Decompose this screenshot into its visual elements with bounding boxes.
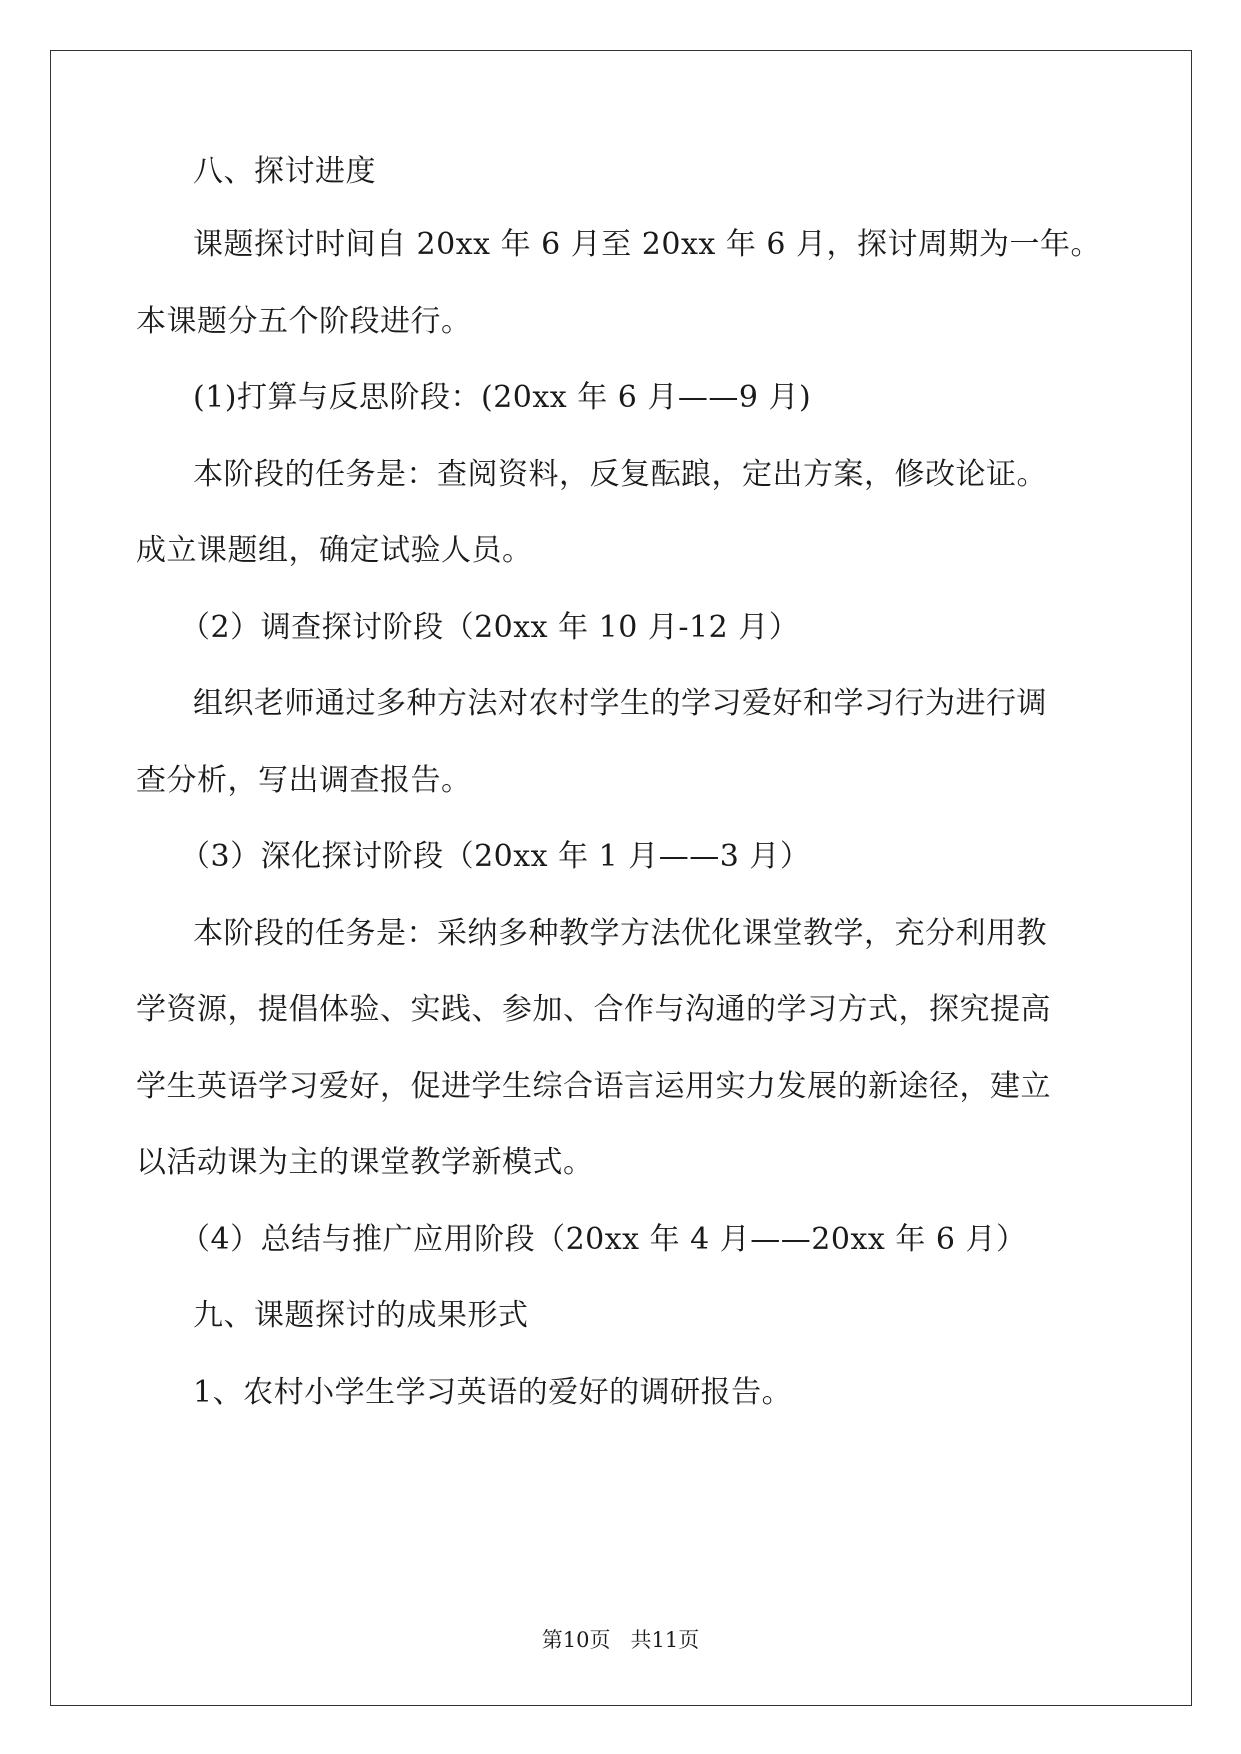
list-item: 1、农村小学生学习英语的爱好的调研报告。 — [193, 1375, 793, 1410]
paragraph-line: 查分析，写出调查报告。 — [136, 763, 472, 798]
paragraph-line: 本阶段的任务是：查阅资料，反复酝踉，定出方案，修改论证。 — [193, 457, 1047, 492]
page-border — [50, 50, 1192, 1706]
page-footer — [0, 1627, 1241, 1653]
paragraph-line: 成立课题组，确定试验人员。 — [136, 533, 533, 568]
paragraph-line: 本课题分五个阶段进行。 — [136, 304, 472, 339]
stage-heading-2: （2）调查探讨阶段（20xx 年 10 月-12 月） — [180, 610, 800, 645]
stage-heading-3: （3）深化探讨阶段（20xx 年 1 月——3 月） — [180, 839, 811, 874]
page-number: 第10页 — [541, 1628, 611, 1652]
stage-heading-1: (1)打算与反思阶段：(20xx 年 6 月——9 月) — [193, 380, 812, 415]
paragraph-line: 以活动课为主的课堂教学新模式。 — [136, 1145, 594, 1180]
paragraph-line: 学生英语学习爱好，促进学生综合语言运用实力发展的新途径，建立 — [136, 1069, 1051, 1104]
stage-heading-4: （4）总结与推广应用阶段（20xx 年 4 月——20xx 年 6 月） — [180, 1222, 1027, 1257]
paragraph-line: 学资源，提倡体验、实践、参加、合作与沟通的学习方式，探究提高 — [136, 992, 1051, 1027]
paragraph-line: 本阶段的任务是：采纳多种教学方法优化课堂教学，充分利用教 — [193, 916, 1047, 951]
paragraph-line: 组织老师通过多种方法对农村学生的学习爱好和学习行为进行调 — [193, 686, 1047, 721]
paragraph-line: 课题探讨时间自 20xx 年 6 月至 20xx 年 6 月，探讨周期为一年。 — [193, 227, 1101, 262]
section-heading-progress: 八、探讨进度 — [193, 154, 376, 189]
page-total: 共11页 — [630, 1628, 700, 1652]
section-heading-results: 九、课题探讨的成果形式 — [193, 1298, 529, 1333]
